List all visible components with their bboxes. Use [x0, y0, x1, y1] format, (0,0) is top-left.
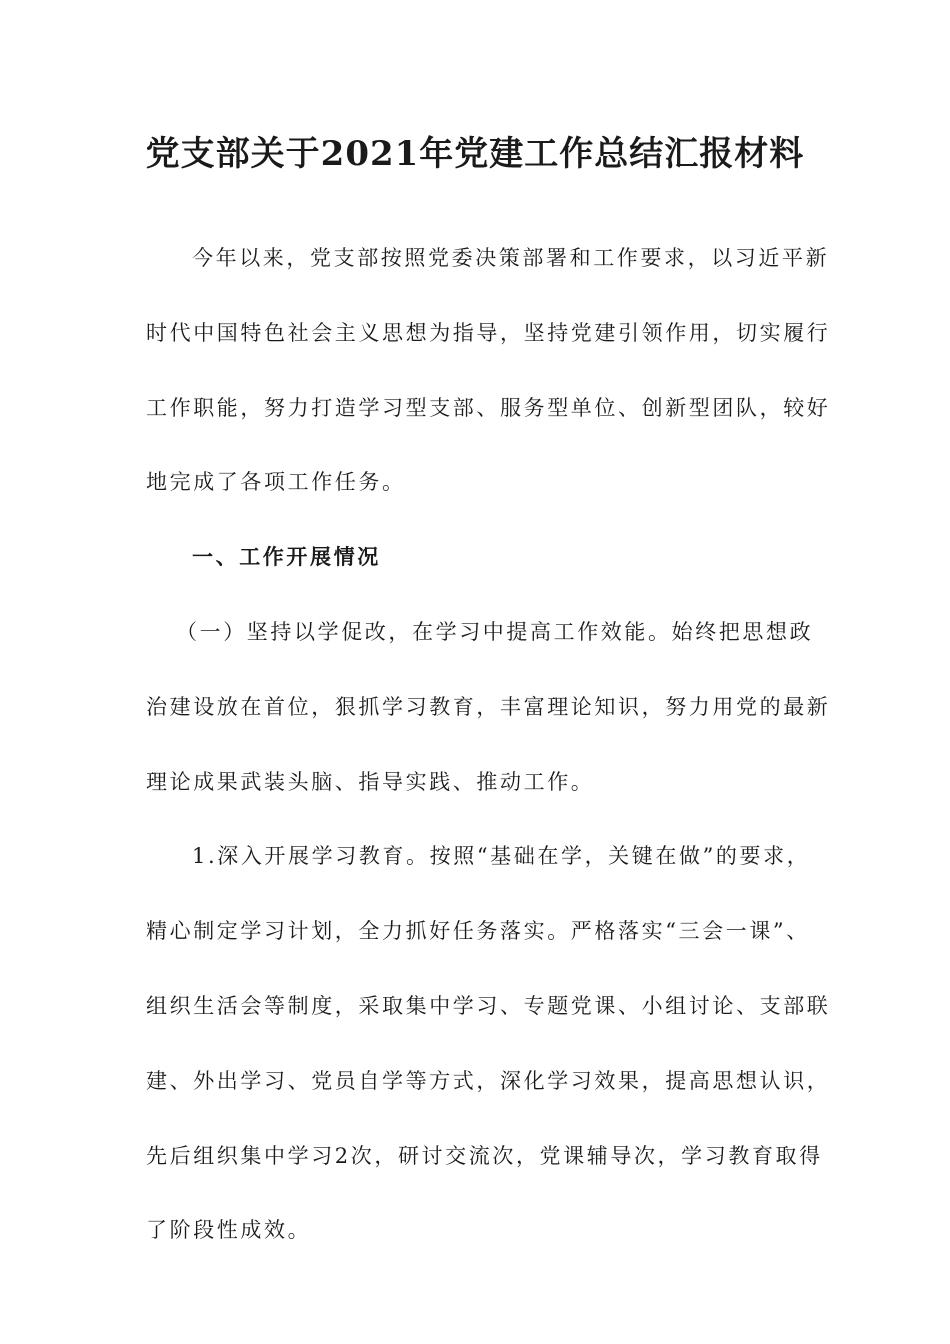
document-body — [146, 232, 831, 1279]
paragraph-intro-line: 工作职能，努力打造学习型支部、服务型单位、创新型团队，较好 — [146, 395, 831, 420]
paragraph-intro-line: 地完成了各项工作任务。 — [146, 470, 406, 495]
subsection-paragraph-line: 治建设放在首位，狠抓学习教育，丰富理论知识，努力用党的最新 — [146, 694, 831, 719]
paragraph-intro-line: 今年以来，党支部按照党委决策部署和工作要求，以习近平新 — [192, 246, 830, 270]
item-paragraph-line: 了阶段性成效。 — [146, 1218, 312, 1243]
section-heading: 一、工作开展情况 — [192, 544, 381, 570]
item-paragraph-line: 精心制定学习计划，全力抓好任务落实。严格落实“三会一课”、 — [146, 919, 810, 944]
item-paragraph-line: 1.深入开展学习教育。按照“基础在学，关键在做”的要求， — [192, 844, 811, 869]
item-paragraph-line: 先后组织集中学习2次，研讨交流次，党课辅导次，学习教育取得 — [146, 1143, 823, 1168]
paragraph-intro-line: 时代中国特色社会主义思想为指导，坚持党建引领作用，切实履行 — [146, 320, 831, 345]
document-title: 党支部关于2021年党建工作总结汇报材料 — [145, 134, 805, 174]
item-paragraph-line: 建、外出学习、党员自学等方式，深化学习效果，提高思想认识， — [146, 1068, 831, 1093]
item-paragraph-line: 组织生活会等制度，采取集中学习、专题党课、小组讨论、支部联 — [146, 993, 831, 1018]
subsection-paragraph-line: 理论成果武装头脑、指导实践、推动工作。 — [146, 769, 595, 794]
subsection-paragraph-line: （一）坚持以学促改，在学习中提高工作效能。始终把思想政 — [176, 619, 814, 644]
